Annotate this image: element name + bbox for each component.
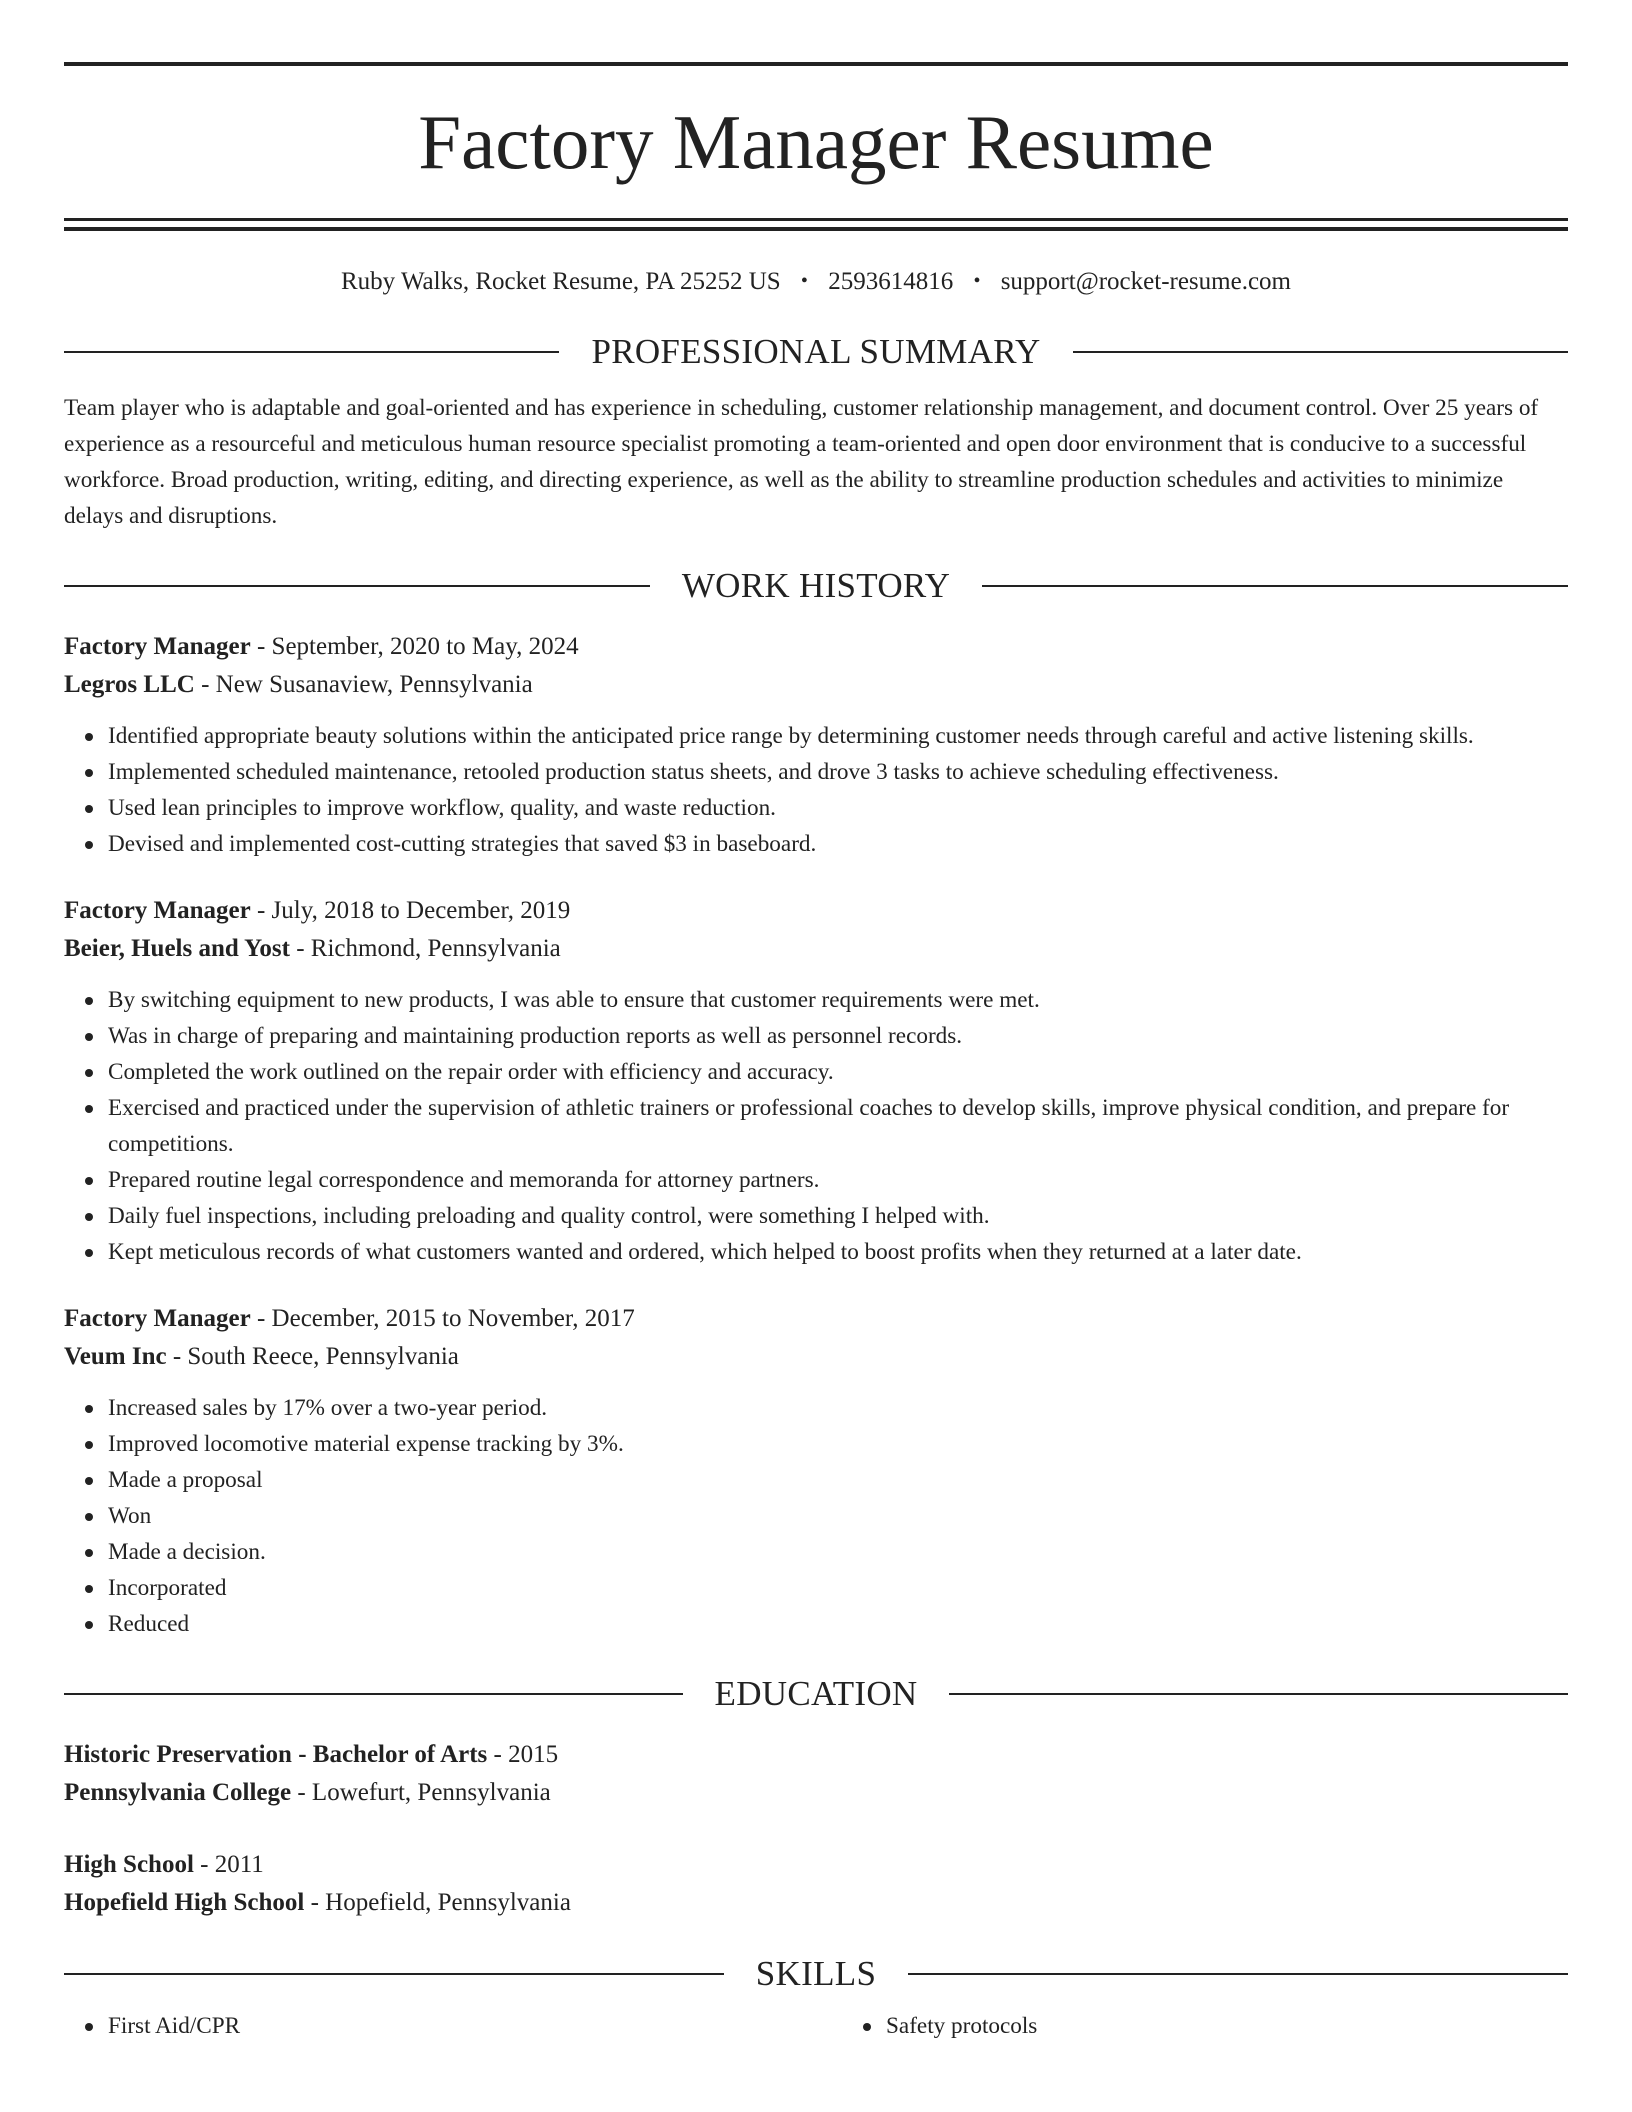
education-degree-line [64, 1846, 1568, 1884]
education-location: - Lowefurt, Pennsylvania [291, 1779, 551, 1806]
skills-list-left [64, 2008, 806, 2044]
list-item: By switching equipment to new products, I was able to ensure that customer requirements were met. [108, 982, 1568, 1018]
job-bullets [64, 718, 1568, 862]
list-item: Devised and implemented cost-cutting strategies that saved $3 in baseboard. [108, 826, 1568, 862]
contact-phone: 2593614816 [828, 268, 954, 295]
job-location: - New Susanaview, Pennsylvania [194, 671, 533, 698]
job-title-line [64, 892, 1568, 930]
education-degree-line [64, 1736, 1568, 1774]
list-item: Daily fuel inspections, including preloading and quality control, were something I helped with. [108, 1198, 1568, 1234]
education-entry [64, 1846, 1568, 1922]
job-location: - Richmond, Pennsylvania [289, 935, 561, 962]
heading-rule-right [908, 1973, 1568, 1975]
job-title: Factory Manager [64, 633, 251, 660]
job-entry [64, 628, 1568, 862]
heading-rule-left [64, 585, 650, 587]
job-title-line [64, 1300, 1568, 1338]
heading-rule-left [64, 1973, 724, 1975]
heading-rule-right [949, 1693, 1568, 1695]
list-item: Implemented scheduled maintenance, retooled production status sheets, and drove 3 tasks to achieve scheduling effectiveness. [108, 754, 1568, 790]
job-company: Beier, Huels and Yost [64, 935, 290, 962]
list-item: Was in charge of preparing and maintaining production reports as well as personnel records. [108, 1018, 1568, 1054]
job-company: Veum Inc [64, 1343, 167, 1370]
section-heading-skills [64, 1952, 1568, 1996]
heading-rule-left [64, 351, 559, 353]
job-entry [64, 892, 1568, 1270]
skill-item: First Aid/CPR [108, 2008, 806, 2044]
job-dates: - July, 2018 to December, 2019 [250, 897, 571, 924]
job-company-line [64, 930, 1568, 968]
list-item: Completed the work outlined on the repair order with efficiency and accuracy. [108, 1054, 1568, 1090]
section-title: PROFESSIONAL SUMMARY [591, 332, 1041, 371]
education-school: Pennsylvania College [64, 1779, 292, 1806]
list-item: Exercised and practiced under the supervision of athletic trainers or professional coaches to develop skills, improve physical condition, and prepare for competitions. [108, 1090, 1568, 1162]
list-item: Increased sales by 17% over a two-year period. [108, 1390, 1568, 1426]
job-location: - South Reece, Pennsylvania [166, 1343, 459, 1370]
contact-address: Ruby Walks, Rocket Resume, PA 25252 US [340, 268, 781, 295]
resume-title: Factory Manager Resume [418, 99, 1214, 185]
contact-line [64, 265, 1568, 300]
heading-rule-right [1073, 351, 1568, 353]
section-heading-work-history [64, 564, 1568, 608]
heading-rule-left [64, 1693, 683, 1695]
heading-rule-right [982, 585, 1568, 587]
education-school: Hopefield High School [64, 1889, 305, 1916]
job-company: Legros LLC [64, 671, 195, 698]
education-year: - 2011 [193, 1851, 264, 1878]
summary-text: Team player who is adaptable and goal-oriented and has experience in scheduling, customer relationship management, and document control. Over 25 years of experience as a resourceful and meticulous human resource specialist promoting a team-oriented and open door environment that is conducive to a successful workforce. Broad production, writing, editing, and directing experience, as well as the ability to streamline production schedules and activities to minimize delays and disruptions. [64, 395, 1539, 529]
contact-separator: • [973, 270, 981, 292]
education-location: - Hopefield, Pennsylvania [304, 1889, 571, 1916]
education-school-line [64, 1774, 1568, 1812]
list-item: Made a decision. [108, 1534, 1568, 1570]
skills-columns [64, 2008, 1568, 2044]
list-item: Won [108, 1498, 1568, 1534]
job-dates: - September, 2020 to May, 2024 [250, 633, 579, 660]
job-title: Factory Manager [64, 897, 251, 924]
list-item: Prepared routine legal correspondence and memoranda for attorney partners. [108, 1162, 1568, 1198]
job-title: Factory Manager [64, 1305, 251, 1332]
job-entry [64, 1300, 1568, 1642]
job-title-line [64, 628, 1568, 666]
contact-email: support@rocket-resume.com [1000, 268, 1291, 295]
skill-item: Safety protocols [886, 2008, 1568, 2044]
section-title: SKILLS [755, 1954, 877, 1993]
education-year: - 2015 [487, 1741, 559, 1768]
title-double-rule [64, 218, 1568, 231]
education-school-line [64, 1884, 1568, 1922]
job-dates: - December, 2015 to November, 2017 [250, 1305, 635, 1332]
list-item: Kept meticulous records of what customers wanted and ordered, which helped to boost profits when they returned at a later date. [108, 1234, 1568, 1270]
education-degree: High School [64, 1851, 194, 1878]
contact-separator: • [800, 270, 808, 292]
list-item: Incorporated [108, 1570, 1568, 1606]
job-bullets [64, 982, 1568, 1270]
list-item: Improved locomotive material expense tracking by 3%. [108, 1426, 1568, 1462]
section-heading-education [64, 1672, 1568, 1716]
job-company-line [64, 1338, 1568, 1376]
list-item: Reduced [108, 1606, 1568, 1642]
job-company-line [64, 666, 1568, 704]
job-bullets [64, 1390, 1568, 1642]
section-heading-summary [64, 330, 1568, 374]
top-rule [64, 62, 1568, 66]
education-degree: Historic Preservation - Bachelor of Arts [64, 1741, 488, 1768]
list-item: Identified appropriate beauty solutions within the anticipated price range by determining customer needs through careful and active listening skills. [108, 718, 1568, 754]
resume-page [64, 62, 1568, 2044]
section-title: EDUCATION [714, 1674, 918, 1713]
list-item: Made a proposal [108, 1462, 1568, 1498]
section-title: WORK HISTORY [681, 566, 951, 605]
skills-list-right [806, 2008, 1568, 2044]
list-item: Used lean principles to improve workflow, quality, and waste reduction. [108, 790, 1568, 826]
education-entry [64, 1736, 1568, 1812]
